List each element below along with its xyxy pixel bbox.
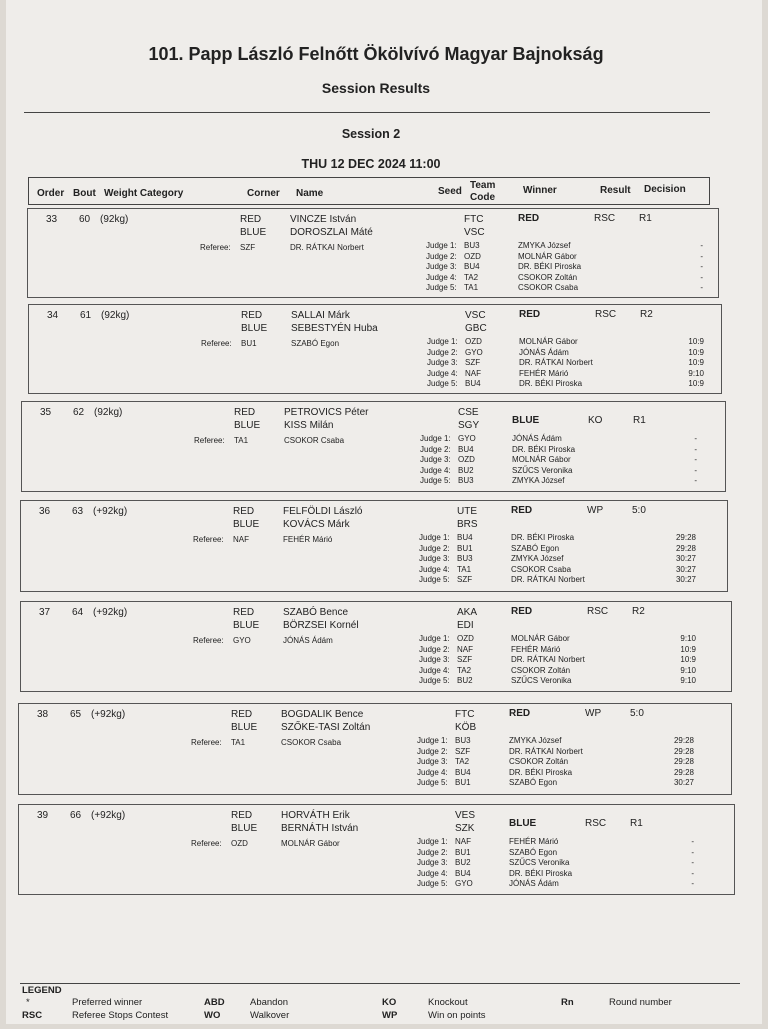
- judge-score: -: [700, 283, 703, 292]
- judge-code: BU1: [455, 778, 471, 787]
- bout-block: [18, 804, 735, 895]
- bout-order: 34: [47, 310, 59, 321]
- judge-label: Judge 5:: [419, 676, 450, 685]
- legend-desc: Walkover: [250, 1010, 290, 1021]
- judge-label: Judge 3:: [419, 554, 450, 563]
- judge-code: BU3: [457, 554, 473, 563]
- result: KO: [588, 415, 603, 426]
- blue-team-code: BRS: [457, 519, 478, 530]
- blue-team-code: SGY: [458, 420, 480, 431]
- judge-code: GYO: [458, 434, 476, 443]
- bout-block: [28, 304, 722, 394]
- blue-boxer-name: SEBESTYÉN Huba: [291, 323, 378, 334]
- judge-label: Judge 1:: [426, 241, 457, 250]
- judge-label: Judge 4:: [419, 665, 450, 675]
- judge-code: SZF: [457, 655, 473, 664]
- red-boxer-name: PETROVICS Péter: [284, 407, 369, 418]
- decision: R2: [640, 309, 653, 320]
- header-weight: Weight Category: [104, 188, 184, 199]
- judge-score: -: [694, 455, 697, 464]
- judge-code: SZF: [457, 575, 473, 584]
- red-boxer-name: SZABÓ Bence: [283, 607, 349, 618]
- winner: RED: [511, 505, 533, 516]
- weight-category: (92kg): [100, 214, 129, 225]
- judge-label: Judge 3:: [420, 455, 451, 464]
- red-corner: RED: [231, 709, 253, 720]
- judge-name: DR. BÉKI Piroska: [512, 444, 576, 454]
- judge-name: MOLNÁR Gábor: [519, 337, 578, 346]
- judge-code: BU3: [458, 476, 474, 485]
- judge-code: BU2: [455, 858, 471, 867]
- red-team-code: FTC: [464, 214, 484, 225]
- red-boxer-name: HORVÁTH Erik: [281, 810, 350, 821]
- weight-category: (+92kg): [91, 709, 126, 720]
- judge-code: BU2: [458, 465, 474, 475]
- legend-code: Rn: [561, 997, 574, 1008]
- legend-code: RSC: [22, 1010, 43, 1021]
- legend-title: LEGEND: [22, 985, 62, 996]
- judge-score: 29:28: [675, 543, 696, 553]
- weight-category: (92kg): [101, 310, 130, 321]
- legend-desc: Abandon: [250, 997, 289, 1008]
- bout-number: 66: [70, 810, 82, 821]
- judge-label: Judge 1:: [417, 837, 448, 846]
- header-order: Order: [37, 188, 65, 199]
- referee-code: TA1: [231, 738, 246, 747]
- judge-name: SZABÓ Egon: [509, 778, 558, 787]
- header-result: Result: [600, 185, 631, 196]
- referee-name: CSOKOR Csaba: [284, 436, 345, 445]
- referee-code: SZF: [240, 243, 256, 252]
- bout-block: [21, 401, 726, 492]
- judge-label: Judge 2:: [417, 847, 448, 857]
- judge-name: DR. BÉKI Piroska: [511, 533, 575, 542]
- blue-boxer-name: KOVÁCS Márk: [283, 519, 350, 530]
- judge-code: TA1: [457, 564, 472, 574]
- judge-score: -: [694, 476, 697, 485]
- winner: BLUE: [512, 415, 540, 426]
- judge-name: DR. BÉKI Piroska: [519, 379, 583, 388]
- judge-score: -: [700, 251, 703, 261]
- bout-number: 65: [70, 709, 82, 720]
- judge-code: BU4: [458, 444, 474, 454]
- weight-category: (92kg): [94, 407, 123, 418]
- session-label: Session 2: [341, 127, 401, 141]
- judge-label: Judge 1:: [417, 736, 448, 745]
- referee-code: OZD: [231, 839, 248, 848]
- judge-name: FEHÉR Márió: [519, 368, 569, 378]
- judge-name: MOLNÁR Gábor: [518, 251, 577, 261]
- judge-score: 30:27: [675, 554, 696, 563]
- referee-label: Referee:: [200, 243, 231, 252]
- bout-block: [27, 208, 719, 298]
- result: RSC: [594, 213, 616, 224]
- red-corner: RED: [241, 310, 263, 321]
- blue-team-code: EDI: [457, 620, 474, 631]
- judge-code: BU4: [455, 767, 471, 777]
- legend-code: *: [26, 997, 30, 1008]
- judge-name: SZABÓ Egon: [511, 543, 560, 553]
- judge-name: JÓNÁS Ádám: [509, 879, 559, 888]
- judge-score: -: [691, 837, 694, 846]
- bout-order: 38: [37, 709, 49, 720]
- judge-score: -: [691, 858, 694, 867]
- judge-name: DR. BÉKI Piroska: [509, 868, 573, 878]
- judge-score: 10:9: [688, 337, 704, 346]
- judge-score: 30:27: [675, 564, 696, 574]
- title-divider: [24, 112, 710, 113]
- weight-category: (+92kg): [93, 607, 128, 618]
- judge-label: Judge 4:: [417, 767, 448, 777]
- judge-name: SZŰCS Veronika: [509, 858, 570, 867]
- red-boxer-name: FELFÖLDI László: [283, 506, 363, 517]
- judge-label: Judge 5:: [427, 379, 458, 388]
- judge-score: -: [694, 434, 697, 443]
- bout-order: 35: [40, 407, 52, 418]
- judge-label: Judge 3:: [419, 655, 450, 664]
- judge-name: DR. BÉKI Piroska: [509, 767, 573, 777]
- judge-code: NAF: [465, 368, 481, 378]
- judge-score: 29:28: [675, 533, 696, 542]
- blue-corner: BLUE: [231, 823, 258, 834]
- judge-label: Judge 3:: [417, 757, 448, 766]
- winner: BLUE: [509, 818, 537, 829]
- legend-code: WO: [204, 1010, 221, 1021]
- legend-desc: Win on points: [428, 1010, 486, 1021]
- referee-label: Referee:: [201, 339, 232, 348]
- decision: 5:0: [630, 708, 644, 719]
- blue-boxer-name: SZŐKE-TASI Zoltán: [281, 722, 371, 733]
- header-corner: Corner: [247, 188, 280, 199]
- judge-code: NAF: [455, 837, 471, 846]
- bout-block: [20, 601, 732, 692]
- weight-category: (+92kg): [91, 810, 126, 821]
- judge-code: BU3: [464, 241, 480, 250]
- judge-code: BU1: [455, 847, 471, 857]
- judge-name: SZŰCS Veronika: [511, 676, 572, 685]
- judge-name: JÓNÁS Ádám: [519, 347, 569, 357]
- weight-category: (+92kg): [93, 506, 128, 517]
- judge-label: Judge 3:: [417, 858, 448, 867]
- referee-code: BU1: [241, 339, 257, 348]
- judge-name: MOLNÁR Gábor: [512, 455, 571, 464]
- referee-label: Referee:: [193, 535, 224, 544]
- judge-score: 10:9: [688, 347, 704, 357]
- blue-boxer-name: BÖRZSEI Kornél: [283, 620, 359, 631]
- judge-score: 10:9: [688, 358, 704, 367]
- header-seed: Seed: [438, 186, 462, 197]
- result: RSC: [595, 309, 617, 320]
- judge-name: DR. BÉKI Piroska: [518, 262, 582, 271]
- judge-score: 29:28: [673, 767, 694, 777]
- blue-corner: BLUE: [233, 519, 260, 530]
- judge-label: Judge 4:: [420, 465, 451, 475]
- red-team-code: VSC: [465, 310, 486, 321]
- judge-label: Judge 2:: [427, 347, 458, 357]
- judge-code: GYO: [455, 879, 473, 888]
- decision: R1: [630, 818, 643, 829]
- judge-name: DR. RÁTKAI Norbert: [511, 575, 585, 584]
- judge-name: CSOKOR Zoltán: [509, 757, 569, 766]
- judge-score: 9:10: [680, 676, 696, 685]
- judge-score: -: [691, 879, 694, 888]
- judge-score: -: [691, 868, 694, 878]
- referee-code: NAF: [233, 535, 249, 544]
- judge-code: SZF: [455, 746, 471, 756]
- legend-desc: Knockout: [428, 997, 468, 1008]
- referee-label: Referee:: [194, 436, 225, 445]
- bout-order: 36: [39, 506, 51, 517]
- judge-label: Judge 5:: [420, 476, 451, 485]
- results-sheet: [6, 0, 762, 1024]
- referee-code: GYO: [233, 636, 251, 645]
- judge-score: 10:9: [688, 379, 704, 388]
- judge-code: BU4: [455, 868, 471, 878]
- judge-label: Judge 4:: [419, 564, 450, 574]
- judge-code: GYO: [465, 347, 483, 357]
- result: RSC: [587, 606, 609, 617]
- judge-code: BU4: [457, 533, 473, 542]
- judge-code: SZF: [465, 358, 481, 367]
- blue-boxer-name: BERNÁTH István: [281, 823, 359, 834]
- judge-name: ZMYKA József: [509, 736, 562, 745]
- referee-label: Referee:: [191, 738, 222, 747]
- red-corner: RED: [231, 810, 253, 821]
- red-team-code: UTE: [457, 506, 477, 517]
- bout-number: 64: [72, 607, 84, 618]
- judge-score: 10:9: [680, 655, 696, 664]
- bout-number: 61: [80, 310, 92, 321]
- header-winner: Winner: [523, 185, 557, 196]
- judge-name: CSOKOR Zoltán: [511, 665, 571, 675]
- judge-label: Judge 5:: [417, 778, 448, 787]
- judge-label: Judge 1:: [420, 434, 451, 443]
- judge-code: OZD: [458, 455, 475, 464]
- judge-code: BU1: [457, 543, 473, 553]
- judge-label: Judge 2:: [420, 444, 451, 454]
- judge-score: 10:9: [680, 644, 696, 654]
- referee-name: FEHÉR Márió: [283, 535, 333, 544]
- header-name: Name: [296, 188, 324, 199]
- judge-label: Judge 3:: [426, 262, 457, 271]
- red-corner: RED: [233, 506, 255, 517]
- blue-team-code: KÖB: [455, 722, 477, 733]
- bout-order: 33: [46, 214, 58, 225]
- judge-name: MOLNÁR Gábor: [511, 634, 570, 643]
- winner: RED: [511, 606, 533, 617]
- judge-code: BU4: [465, 379, 481, 388]
- judge-score: -: [691, 847, 694, 857]
- legend-desc: Referee Stops Contest: [72, 1010, 169, 1021]
- bout-number: 63: [72, 506, 84, 517]
- blue-corner: BLUE: [234, 420, 261, 431]
- judge-score: 29:28: [673, 736, 694, 745]
- header-decision: Decision: [644, 184, 686, 195]
- bout-number: 60: [79, 214, 91, 225]
- judge-label: Judge 5:: [419, 575, 450, 584]
- decision: 5:0: [632, 505, 646, 516]
- judge-code: TA1: [464, 283, 479, 292]
- bout-block: [20, 500, 728, 592]
- bout-block: [18, 703, 732, 795]
- judge-score: 29:28: [673, 746, 694, 756]
- blue-corner: BLUE: [231, 722, 258, 733]
- referee-name: CSOKOR Csaba: [281, 738, 342, 747]
- winner: RED: [509, 708, 531, 719]
- judge-name: SZŰCS Veronika: [512, 465, 573, 475]
- judge-label: Judge 2:: [426, 251, 457, 261]
- legend-code: ABD: [204, 997, 225, 1008]
- red-boxer-name: SALLAI Márk: [291, 310, 350, 321]
- blue-team-code: GBC: [465, 323, 487, 334]
- judge-score: -: [700, 272, 703, 282]
- judge-score: -: [700, 241, 703, 250]
- judge-name: FEHÉR Márió: [511, 644, 561, 654]
- red-corner: RED: [234, 407, 256, 418]
- judge-name: ZMYKA József: [512, 476, 565, 485]
- blue-team-code: SZK: [455, 823, 475, 834]
- judge-code: OZD: [464, 251, 481, 261]
- bout-order: 39: [37, 810, 49, 821]
- red-boxer-name: BOGDALIK Bence: [281, 709, 364, 720]
- legend-desc: Preferred winner: [72, 997, 143, 1008]
- judge-score: 9:10: [680, 634, 696, 643]
- judge-name: CSOKOR Csaba: [511, 564, 572, 574]
- referee-name: JÓNÁS Ádám: [283, 636, 333, 645]
- judge-name: DR. RÁTKAI Norbert: [509, 746, 583, 756]
- judge-code: TA2: [457, 665, 472, 675]
- blue-team-code: VSC: [464, 227, 485, 238]
- blue-boxer-name: DOROSZLAI Máté: [290, 227, 373, 238]
- red-corner: RED: [233, 607, 255, 618]
- blue-corner: BLUE: [240, 227, 267, 238]
- judge-name: CSOKOR Zoltán: [518, 272, 578, 282]
- judge-name: CSOKOR Csaba: [518, 283, 579, 292]
- judge-name: FEHÉR Márió: [509, 837, 559, 846]
- header-code: Code: [470, 192, 495, 203]
- judge-name: DR. RÁTKAI Norbert: [519, 358, 593, 367]
- judge-label: Judge 4:: [427, 368, 458, 378]
- blue-corner: BLUE: [241, 323, 268, 334]
- judge-name: DR. RÁTKAI Norbert: [511, 655, 585, 664]
- judge-score: 30:27: [673, 778, 694, 787]
- judge-score: 30:27: [675, 575, 696, 584]
- judge-label: Judge 2:: [417, 746, 448, 756]
- referee-name: SZABÓ Egon: [291, 339, 340, 348]
- decision: R1: [633, 415, 646, 426]
- legend-code: KO: [382, 997, 397, 1008]
- referee-label: Referee:: [191, 839, 222, 848]
- result: RSC: [585, 818, 607, 829]
- judge-label: Judge 1:: [419, 533, 450, 542]
- page-subtitle: Session Results: [321, 80, 431, 96]
- referee-code: TA1: [234, 436, 249, 445]
- judge-label: Judge 4:: [417, 868, 448, 878]
- result: WP: [585, 708, 602, 719]
- referee-name: DR. RÁTKAI Norbert: [290, 243, 364, 252]
- judge-code: BU3: [455, 736, 471, 745]
- judge-score: 9:10: [680, 665, 696, 675]
- session-datetime: THU 12 DEC 2024 11:00: [301, 157, 441, 171]
- judge-name: ZMYKA József: [511, 554, 564, 563]
- red-team-code: AKA: [457, 607, 478, 618]
- blue-boxer-name: KISS Milán: [284, 420, 334, 431]
- judge-code: TA2: [464, 272, 479, 282]
- referee-name: MOLNÁR Gábor: [281, 839, 340, 848]
- legend-code: WP: [382, 1010, 398, 1021]
- red-corner: RED: [240, 214, 262, 225]
- judge-label: Judge 1:: [419, 634, 450, 643]
- table-header: [28, 177, 710, 205]
- decision: R2: [632, 606, 645, 617]
- judge-code: TA2: [455, 757, 470, 766]
- red-boxer-name: VINCZE István: [290, 214, 357, 225]
- referee-label: Referee:: [193, 636, 224, 645]
- result: WP: [587, 505, 604, 516]
- red-team-code: CSE: [458, 407, 479, 418]
- blue-corner: BLUE: [233, 620, 260, 631]
- judge-code: BU4: [464, 262, 480, 271]
- judge-label: Judge 1:: [427, 337, 458, 346]
- judge-name: ZMYKA József: [518, 241, 571, 250]
- red-team-code: FTC: [455, 709, 475, 720]
- bout-order: 37: [39, 607, 51, 618]
- bout-number: 62: [73, 407, 85, 418]
- judge-score: -: [694, 444, 697, 454]
- judge-label: Judge 3:: [427, 358, 458, 367]
- judge-score: 9:10: [688, 368, 704, 378]
- judge-label: Judge 2:: [419, 644, 450, 654]
- legend: [20, 983, 740, 1029]
- page-title: 101. Papp László Felnőtt Ökölvívó Magyar Bajnokság: [148, 44, 604, 64]
- header-team: Team: [470, 180, 496, 191]
- judge-score: -: [700, 262, 703, 271]
- judge-name: JÓNÁS Ádám: [512, 434, 562, 443]
- winner: RED: [519, 309, 541, 320]
- decision: R1: [639, 213, 652, 224]
- judge-code: OZD: [465, 337, 482, 346]
- judge-label: Judge 5:: [417, 879, 448, 888]
- header-bout: Bout: [73, 188, 96, 199]
- judge-score: 29:28: [673, 757, 694, 766]
- judge-score: -: [694, 465, 697, 475]
- judge-label: Judge 2:: [419, 543, 450, 553]
- judge-label: Judge 5:: [426, 283, 457, 292]
- judge-label: Judge 4:: [426, 272, 457, 282]
- winner: RED: [518, 213, 540, 224]
- red-team-code: VES: [455, 810, 476, 821]
- judge-code: NAF: [457, 644, 473, 654]
- judge-name: SZABÓ Egon: [509, 847, 558, 857]
- judge-code: BU2: [457, 676, 473, 685]
- judge-code: OZD: [457, 634, 474, 643]
- legend-desc: Round number: [609, 997, 672, 1008]
